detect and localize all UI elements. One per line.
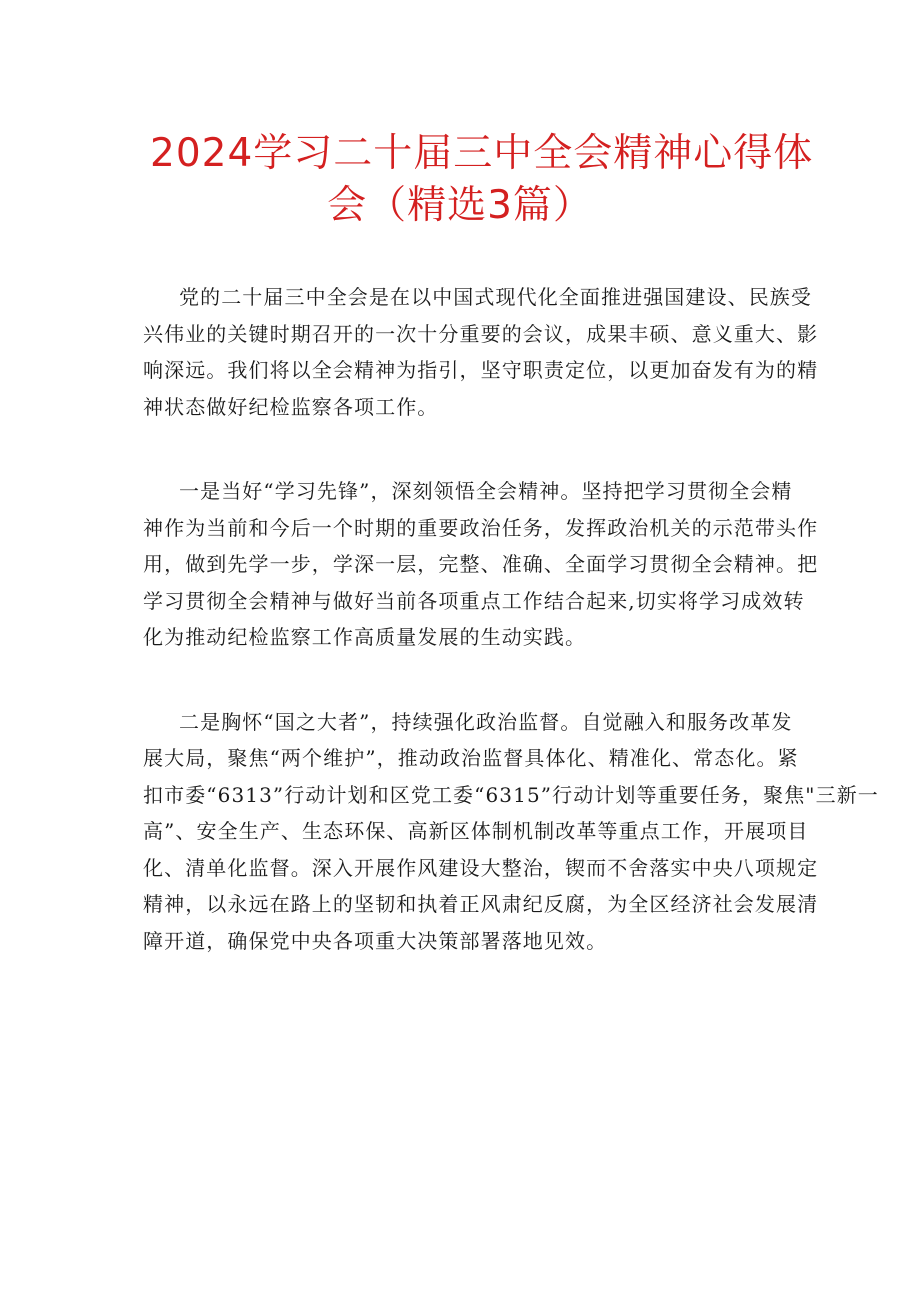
paragraph-line: 神作为当前和今后一个时期的重要政治任务，发挥政治机关的示范带头作: [143, 515, 819, 540]
paragraph-intro: [143, 279, 819, 425]
paragraph-line: 高”、安全生产、生态环保、高新区体制机制改革等重点工作，开展项目: [143, 819, 809, 843]
title-line-1: 2024学习二十届三中全会精神心得体: [150, 131, 814, 176]
paragraph-line: 化、清单化监督。深入开展作风建设大整治，锲而不舍落实中央八项规定: [143, 855, 819, 880]
paragraph-line: 扣市委“6313”行动计划和区党工委“6315”行动计划等重要任务，聚焦"三新一: [143, 782, 879, 807]
paragraph-line: 精神，以永远在路上的坚韧和执着正风肃纪反腐，为全区经济社会发展清: [143, 892, 819, 916]
paragraph-line: 障开道，确保党中央各项重大决策部署落地见效。: [143, 928, 608, 953]
paragraph-line: 用，做到先学一步，学深一层，完整、准确、全面学习贯彻全会精神。把: [143, 552, 819, 576]
paragraph-line: 响深远。我们将以全会精神为指引，坚守职责定位，以更加奋发有为的精: [143, 358, 819, 382]
paragraph-line: 兴伟业的关键时期召开的一次十分重要的会议，成果丰硕、意义重大、影: [143, 321, 819, 346]
document-title: [150, 128, 814, 232]
paragraph-line: 一是当好“学习先锋”，深刻领悟全会精神。坚持把学习贯彻全会精: [179, 479, 793, 503]
paragraph-line: 学习贯彻全会精神与做好当前各项重点工作结合起来,切实将学习成效转: [143, 588, 805, 613]
title-line-2: 会（精选3篇）: [327, 183, 593, 228]
paragraph-point-one: [143, 473, 819, 656]
paragraph-line: 党的二十届三中全会是在以中国式现代化全面推进强国建设、民族受: [179, 285, 812, 309]
paragraph-line: 化为推动纪检监察工作高质量发展的生动实践。: [143, 625, 587, 649]
paragraph-line: 神状态做好纪检监察各项工作。: [143, 394, 439, 419]
document-body: [143, 279, 879, 1007]
paragraph-point-two: [143, 704, 879, 960]
paragraph-line: 二是胸怀“国之大者”，持续强化政治监督。自觉融入和服务改革发: [179, 709, 793, 734]
paragraph-line: 展大局，聚焦“两个维护”，推动政治监督具体化、精准化、常态化。紧: [143, 746, 799, 770]
